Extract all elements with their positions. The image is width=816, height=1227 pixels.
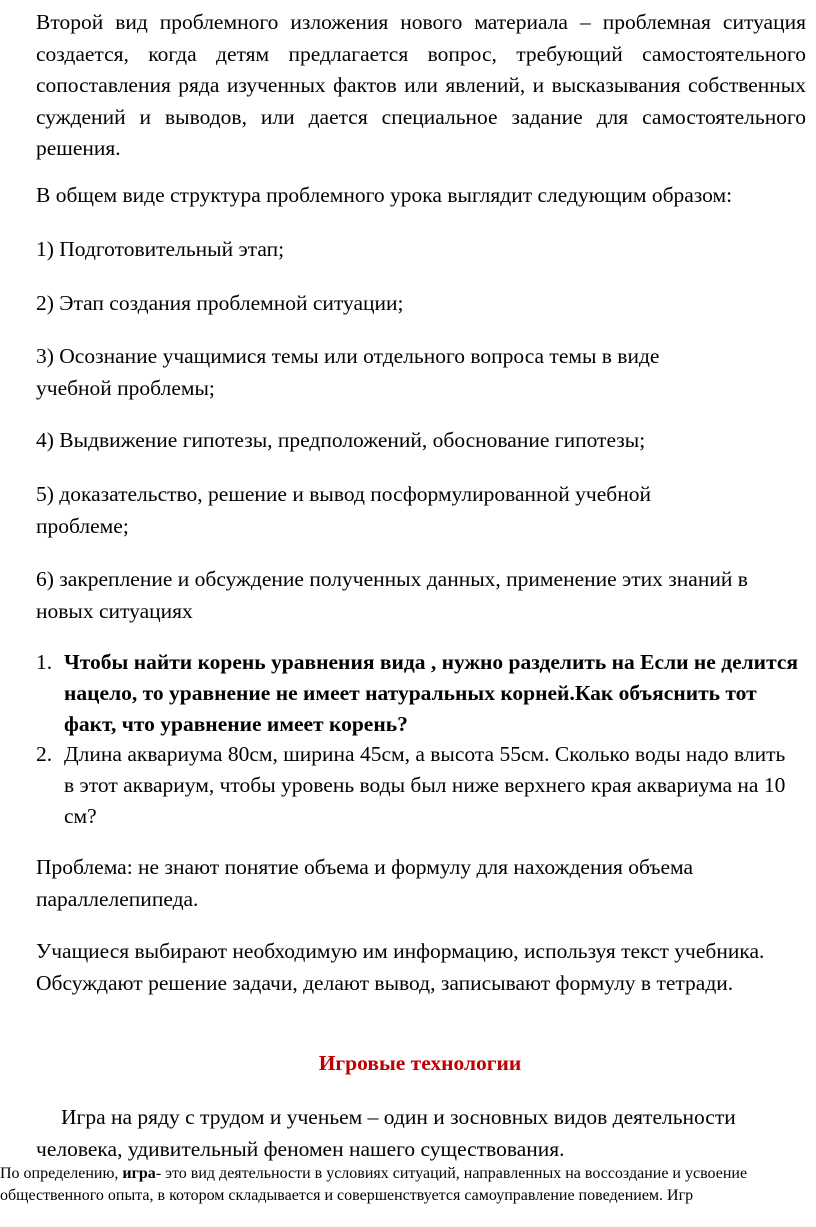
list-number: 1. [36, 650, 53, 674]
stage-2: 2) Этап создания проблемной ситуации; [36, 291, 404, 315]
list-item-aquarium-task: Длина аквариума 80см, ширина 45см, а высота 55см. Сколько воды надо влить в этот аквариум, чтобы уровень воды был ниже верхнего края аквариума на 10 см? [64, 742, 786, 828]
intro-paragraph: Второй вид проблемного изложения нового материала – проблемная ситуация создается, когда детям предлагается вопрос, требующий самостоятельного сопоставления ряда изученных фактов или явлений, и высказывания собственных суждений и выводов, или дается специальное задание для самостоятельного решения. [36, 10, 806, 160]
stage-1: 1) Подготовительный этап; [36, 237, 285, 261]
game-paragraph: Игра на ряду с трудом и ученьем – один и зосновных видов деятельности человека, удивительный феномен нашего существования. [36, 1105, 736, 1161]
definition-paragraph [0, 1163, 800, 1206]
definition-term: игра [122, 1165, 156, 1182]
stage-5: 5) доказательство, решение и вывод посформулированной учебной проблеме; [36, 482, 651, 538]
definition-text: - это вид деятельности в условиях ситуаций, направленных на воссоздание и усвоение общественного опыта, в котором складывается и совершенствуется самоуправление поведением. Игр [0, 1165, 748, 1204]
stage-3: 3) Осознание учащимися темы или отдельного вопроса темы в виде учебной проблемы; [36, 344, 660, 400]
problem-paragraph: Проблема: не знают понятие объема и формулу для нахождения объема параллелепипеда. [36, 855, 694, 911]
stage-6: 6) закрепление и обсуждение полученных данных, применение этих знаний в новых ситуациях [36, 567, 748, 623]
structure-intro: В общем виде структура проблемного урока выглядит следующим образом: [36, 183, 733, 207]
stage-4: 4) Выдвижение гипотезы, предположений, обоснование гипотезы; [36, 428, 646, 452]
list-item-bold-question: Чтобы найти корень уравнения вида , нужно разделить на Если не делится нацело, то уравнение не имеет натуральных корней.Как объяснить тот факт, что уравнение имеет корень? [64, 650, 799, 736]
students-paragraph: Учащиеся выбирают необходимую им информацию, используя текст учебника. Обсуждают решение задачи, делают вывод, записывают формулу в тетради. [36, 939, 765, 995]
section-title: Игровые технологии [318, 1051, 522, 1075]
list-number: 2. [36, 742, 53, 766]
definition-prefix: По определению, [0, 1165, 123, 1182]
